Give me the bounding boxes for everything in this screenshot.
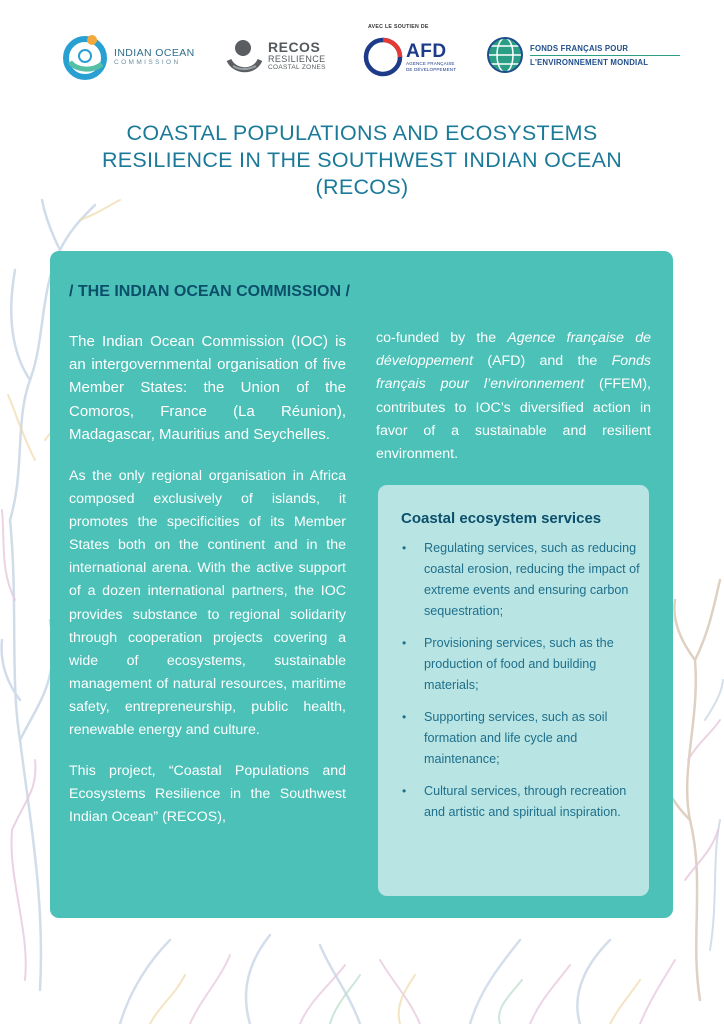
list-item-text: Provisioning services, such as the production of food and building materials; [424, 636, 614, 692]
page-title [40, 120, 684, 201]
afd-logo [362, 26, 456, 78]
ffem-line2: L'ENVIRONNEMENT MONDIAL [530, 57, 649, 67]
ffem-line1: FONDS FRANÇAIS POUR [530, 43, 629, 53]
list-item [400, 538, 640, 622]
ffem-globe-icon [486, 36, 524, 74]
bullet-icon: • [402, 784, 407, 798]
cofunding-text-1: co-funded by the [376, 330, 508, 346]
title-line-1: COASTAL POPULATIONS AND ECOSYSTEMS [126, 121, 598, 145]
afd-support-label: AVEC LE SOUTIEN DE [368, 24, 429, 30]
recos-sub2: COASTAL ZONES [268, 64, 326, 71]
list-item [400, 781, 640, 823]
services-box-title: Coastal ecosystem services [401, 510, 602, 527]
afd-emblem-icon [362, 36, 404, 78]
afd-sub1: AGENCE FRANÇAISE [406, 61, 455, 66]
recos-emblem-icon [226, 36, 262, 76]
list-item-text: Cultural services, through recreation and artistic and spiritual inspiration. [424, 784, 627, 819]
paragraph-ioc-role: As the only regional organisation in Africa composed exclusively of islands, it promotes the specificities of its Member States both on the continent and in the international arena. With the active support of a dozen international partners, the IOC provides substance to regional solidarity through cooperation projects covering a wide of ecosystems, sustainable management of natural resources, maritime safety, entrepreneurship, public health, renewable energy and culture. [69, 468, 346, 739]
partner-logos [0, 26, 724, 88]
recos-sub1: RESILIENCE [268, 54, 326, 64]
recos-logo [226, 36, 326, 76]
paragraph-project: This project, “Coastal Populations and Ecosystems Resilience in the Southwest Indian Ocean” (RECOS), [69, 763, 346, 826]
bullet-icon: • [402, 541, 407, 555]
cofunding-text-2: (AFD) and the [473, 353, 612, 370]
list-item-text: Supporting services, such as soil formation and life cycle and maintenance; [424, 710, 608, 766]
title-line-2: RESILIENCE IN THE SOUTHWEST INDIAN OCEAN [101, 148, 623, 172]
title-line-3: (RECOS) [315, 175, 409, 199]
list-item [400, 707, 640, 770]
afd-name: AFD [406, 41, 447, 62]
right-column [376, 327, 651, 466]
list-item-text: Regulating services, such as reducing coastal erosion, reducing the impact of extreme events and ensuring carbon sequestration; [424, 541, 640, 618]
afd-sub2: DE DÉVELOPPEMENT [406, 66, 457, 72]
recos-name: RECOS [268, 39, 321, 55]
ffem-divider [530, 55, 680, 56]
ioc-logo [62, 32, 195, 80]
ioc-sub: COMMISSION [114, 58, 181, 66]
ffem-logo [486, 36, 680, 74]
afd-full-name: Agence française de développement [376, 330, 652, 370]
list-item [400, 633, 640, 696]
bullet-icon: • [402, 636, 407, 650]
ioc-name: INDIAN OCEAN [114, 46, 195, 59]
services-list [400, 538, 640, 834]
ioc-emblem-icon [62, 32, 108, 80]
left-column [69, 330, 346, 829]
cofunding-text-3: (FFEM), contributes to IOC’s diversified action in favor of a sustainable and resilient environment. [376, 376, 651, 463]
ffem-full-name: Fonds français pour l’environnement [376, 353, 651, 393]
paragraph-ioc-intro: The Indian Ocean Commission (IOC) is an intergovernmental organisation of five Member States: the Union of the Comoros, France (La Réunion), Madagascar, Mauritius and Seychelles. [69, 333, 346, 443]
section-heading: / THE INDIAN OCEAN COMMISSION / [69, 283, 350, 300]
paragraph-cofunding [376, 327, 651, 466]
bullet-icon: • [402, 710, 407, 724]
ecosystem-services-box [378, 485, 649, 896]
